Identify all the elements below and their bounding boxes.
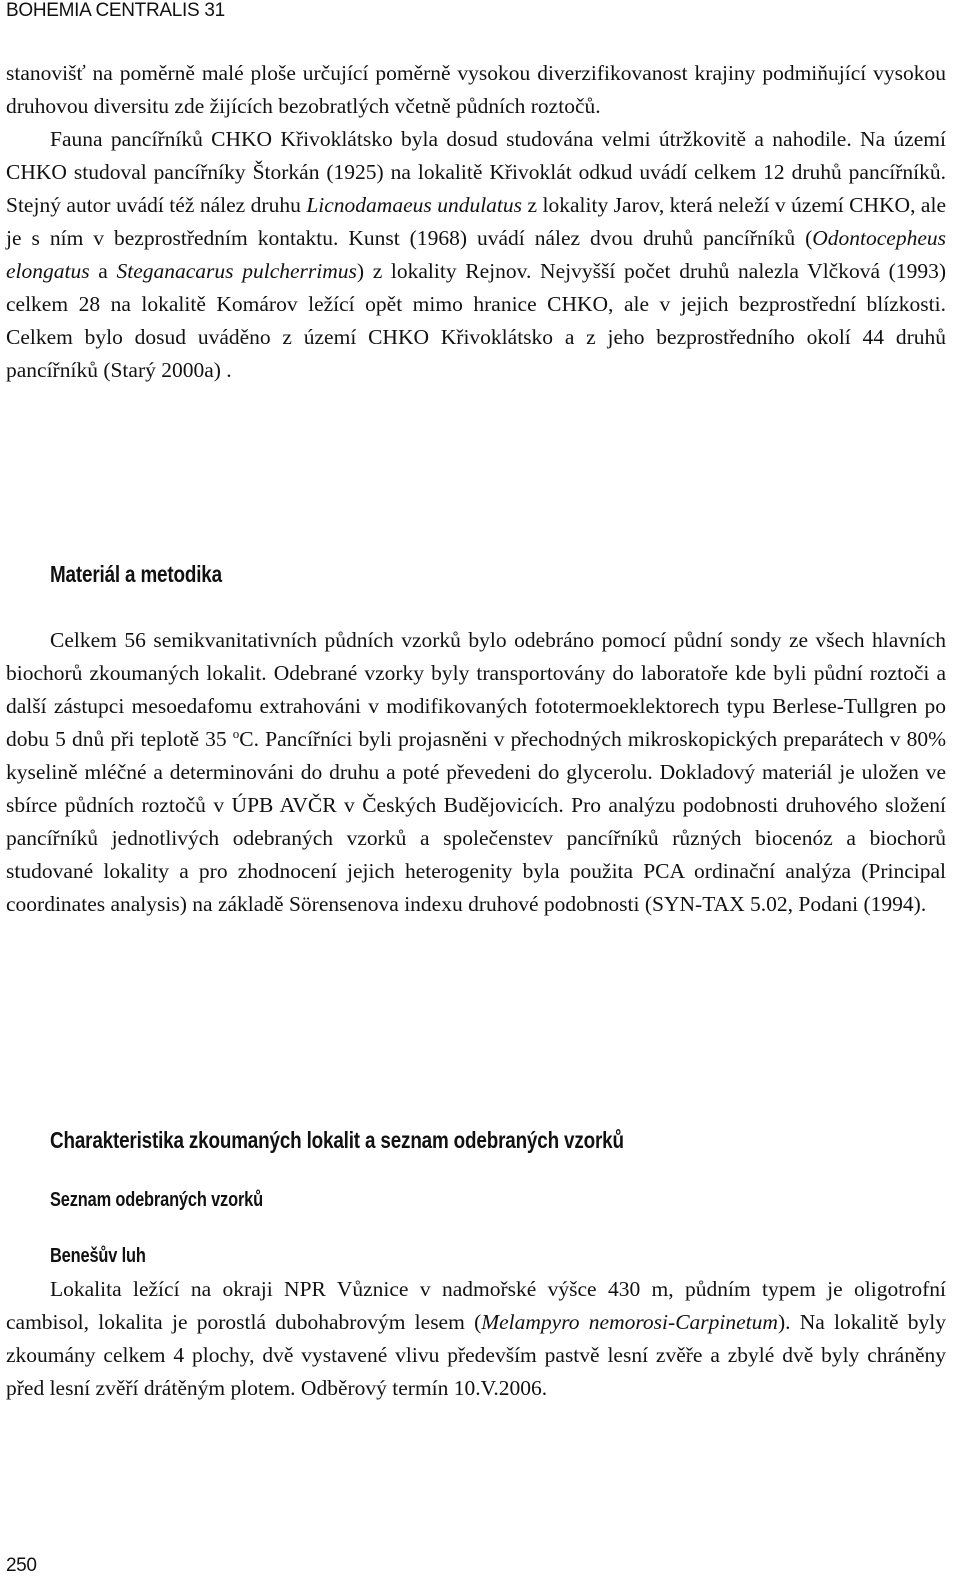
page-number: 250 — [6, 1555, 37, 1576]
species-name: Melampyro nemorosi — [481, 1310, 669, 1334]
degree-superscript: o — [232, 725, 240, 741]
methods-section — [6, 624, 946, 921]
paragraph-text: ) z lokality Rejnov. Nejvyšší počet druhů nalezla Vlčková (1993) celkem 28 na lokalitě Komárov ležící opět mimo hranice CHKO, ale v jejich bezprostřední blízkosti. Celkem bylo dosud uváděno z území CHKO Křivoklátsko a z jeho bezprostředního okolí 44 druhů pancířníků (Starý 2000a) . — [6, 259, 946, 382]
intro-section — [6, 57, 946, 387]
paragraph-text: C. Pancířníci byli projasněni v přechodných mikroskopických preparátech v 80% kyselině mléčné a determinováni do druhu a poté převedeni do glycerolu. Dokladový materiál je uložen ve sbírce půdních roztočů v ÚPB AVČR v Českých Budějovicích. Pro analýzu podobnosti druhového složení pancířníků jednotlivých odebraných vzorků a společenstev pancířníků různých biocenóz a biochorů studované lokality a pro zhodnocení jejich heterogenity byla použita PCA ordinační analýza (Principal coordinates analysis) na základě Sörensenova indexu druhové podobnosti (SYN-TAX 5.02, Podani (1994). — [6, 727, 947, 916]
samples-subheading: Seznam odebraných vzorků — [50, 1189, 263, 1211]
intro-paragraph-1: stanovišť na poměrně malé ploše určující poměrně vysokou diverzifikovanost krajiny podmiňující vysokou druhovou diversitu zde žijících bezobratlých včetně půdních roztočů. — [6, 61, 946, 118]
methods-heading: Materiál a metodika — [50, 561, 222, 587]
running-head: BOHEMIA CENTRALIS 31 — [6, 0, 225, 21]
paragraph-text: Celkem 56 semikvanitativních půdních vzorků bylo odebráno pomocí půdní sondy ze všech hlavních biochorů zkoumaných lokalit. Odebrané vzorky byly transportovány do laboratoře kde byli půdní roztoči a další zástupci mesoedafomu extrahováni v modifikovaných fototermoeklektorech typu Berlese-Tullgren po dobu 5 dnů při teplotě 35 — [6, 628, 946, 751]
site-section — [6, 1273, 946, 1405]
sites-heading: Charakteristika zkoumaných lokalit a seznam odebraných vzorků — [50, 1127, 624, 1153]
paragraph-text: ). Na lokalitě byly zkoumány celkem 4 plochy, dvě vystavené vlivu především pastvě lesní zvěře a zbylé dvě byly chráněny před lesní zvěří drátěným plotem. Odběrový termín 10.V.2006. — [6, 1310, 946, 1400]
species-name: Odontocepheus elongatus — [6, 226, 946, 283]
intro-paragraph-2 — [6, 123, 946, 387]
paragraph-text: z lokality Jarov, která neleží v území CHKO, ale je s ním v bezprostředním kontaktu. Kunst (1968) uvádí nález dvou druhů pancířníků ( — [6, 193, 946, 250]
paragraph-text: Lokalita ležící na okraji NPR Vůznice v nadmořské výšce 430 m, půdním typem je oligotrofní cambisol, lokalita je porostlá dubohabrovým lesem ( — [6, 1277, 946, 1334]
species-name: Steganacarus pulcherrimus — [116, 259, 357, 283]
site-name-heading: Benešův luh — [50, 1245, 146, 1267]
paragraph-text: a — [89, 259, 117, 283]
methods-paragraph — [6, 624, 946, 921]
species-name: Licnodamaeus undulatus — [306, 193, 523, 217]
species-name: Carpinetum — [675, 1310, 778, 1334]
hyphen: - — [668, 1310, 676, 1334]
paragraph-text: Fauna pancířníků CHKO Křivoklátsko byla dosud studována velmi útržkovitě a nahodile. Na území CHKO studoval pancířníky Štorkán (1925) na lokalitě Křivoklát odkud uvádí celkem 12 druhů pancířníků. Stejný autor uvádí též nález druhu — [6, 127, 946, 217]
site-paragraph — [6, 1273, 946, 1405]
